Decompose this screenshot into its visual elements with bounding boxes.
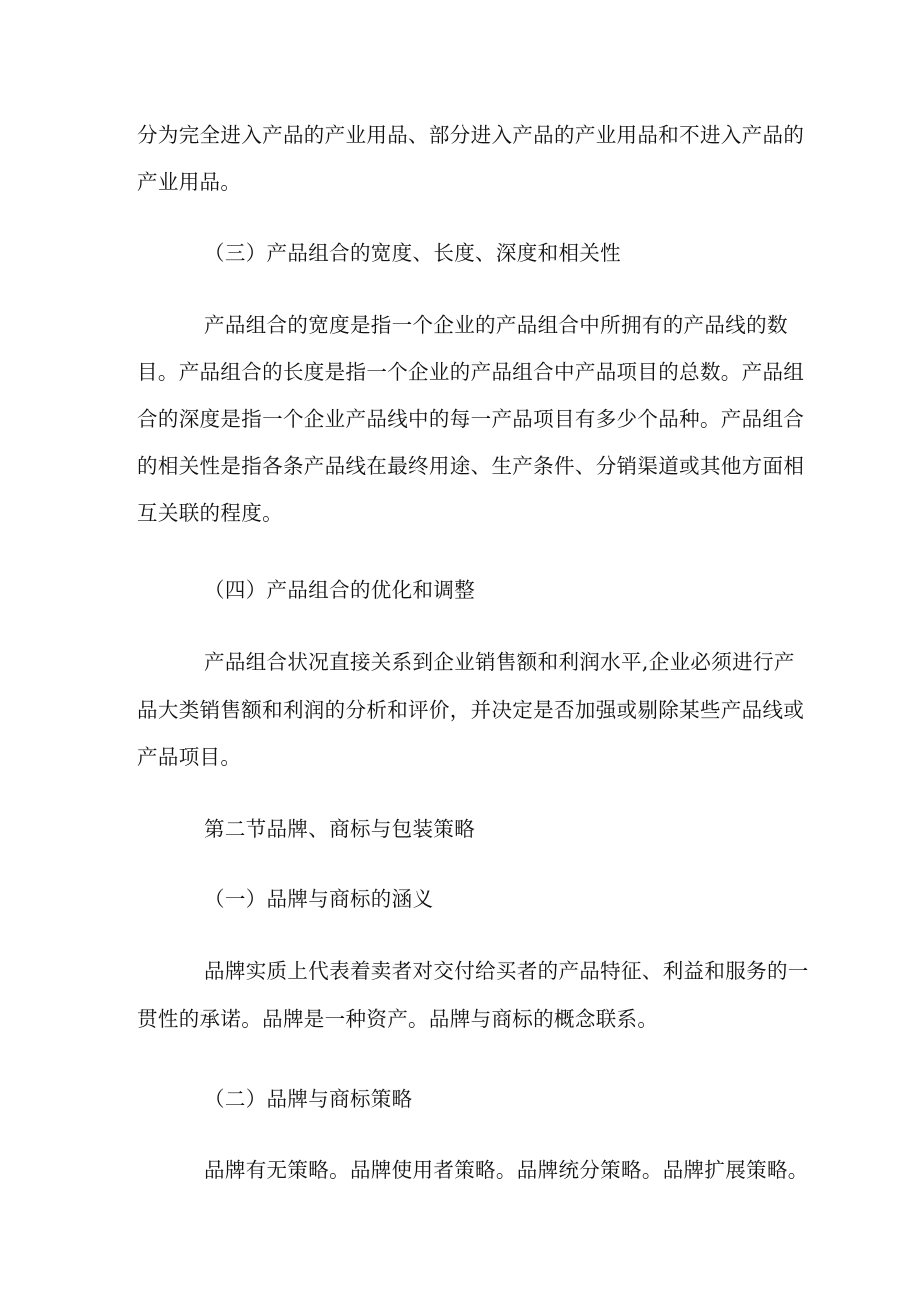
body-text-line: 合的深度是指一个企业产品线中的每一产品项目有多少个品种。产品组合 <box>137 407 805 431</box>
body-text-line: 品大类销售额和利润的分析和评价，并决定是否加强或剔除某些产品线或 <box>137 698 805 722</box>
body-text-line: 产品项目。 <box>137 745 242 769</box>
body-text-line: 互关联的程度。 <box>137 501 283 525</box>
section-heading: （三）产品组合的宽度、长度、深度和相关性 <box>204 241 621 265</box>
body-text-line: 的相关性是指各条产品线在最终用途、生产条件、分销渠道或其他方面相 <box>137 454 805 478</box>
body-text-line: 产业用品。 <box>137 170 242 194</box>
section-heading: （二）品牌与商标策略 <box>204 1087 413 1111</box>
body-text-line: 产品组合的宽度是指一个企业的产品组合中所拥有的产品线的数 <box>204 313 788 337</box>
body-text-line: 贯性的承诺。品牌是一种资产。品牌与商标的概念联系。 <box>137 1007 659 1031</box>
body-text-line: 目。产品组合的长度是指一个企业的产品组合中产品项目的总数。产品组 <box>137 360 805 384</box>
body-text-line: 产品组合状况直接关系到企业销售额和利润水平,企业必须进行产 <box>204 650 795 674</box>
body-text-line: 分为完全进入产品的产业用品、部分进入产品的产业用品和不进入产品的 <box>137 123 805 147</box>
section-heading: （四）产品组合的优化和调整 <box>204 578 476 602</box>
chapter-heading: 第二节品牌、商标与包装策略 <box>204 817 476 841</box>
body-text-line: 品牌有无策略。品牌使用者策略。品牌统分策略。品牌扩展策略。 <box>204 1158 809 1182</box>
body-text-line: 品牌实质上代表着卖者对交付给买者的产品特征、利益和服务的一 <box>204 959 809 983</box>
section-heading: （一）品牌与商标的涵义 <box>204 887 434 911</box>
